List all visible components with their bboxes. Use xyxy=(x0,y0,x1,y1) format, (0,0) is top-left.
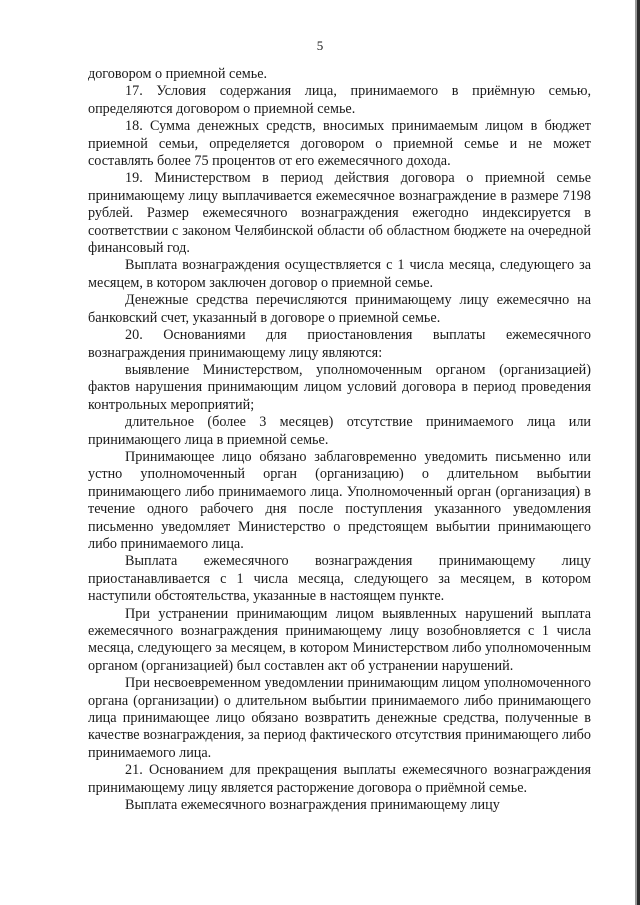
paragraph-item-18: 18. Сумма денежных средств, вносимых принимаемым лицом в бюджет приемной семьи, определяется договором о приемной семье и не может составлять более 75 процентов от его ежемесячного дохода. xyxy=(88,118,591,170)
paragraph-item-21: 21. Основанием для прекращения выплаты ежемесячного вознаграждения принимающему лицу является расторжение договора о приёмной семье. xyxy=(88,762,591,796)
paragraph-absence: длительное (более 3 месяцев) отсутствие принимаемого лица или принимающего лица в приемной семье. xyxy=(88,414,591,448)
paragraph-item-19: 19. Министерством в период действия договора о приемной семье принимающему лицу выплачивается ежемесячное вознаграждение в размере 7198 рублей. Размер ежемесячного вознаграждения ежегодно индексируется в соответствии с законом Челябинской области об областном бюджете на очередной финансовый год. xyxy=(88,170,591,257)
page-number: 5 xyxy=(316,38,324,53)
paragraph-payment-end: Выплата ежемесячного вознаграждения принимающему лицу xyxy=(125,797,500,814)
paragraph-refund: При несвоевременном уведомлении принимающим лицом уполномоченного органа (организации) о длительном выбытии принимаемого либо принимающего лица принимающее лицо обязано возвратить денежные средства, полученные в качестве вознаграждения, за период фактического отсутствия принимающего либо принимаемого лица. xyxy=(88,675,591,761)
paragraph-continuation: договором о приемной семье. xyxy=(88,66,268,82)
paragraph-bank-transfer: Денежные средства перечисляются принимающему лицу ежемесячно на банковский счет, указанный в договоре о приемной семье. xyxy=(88,292,591,326)
paragraph-notification: Принимающее лицо обязано заблаговременно уведомить письменно или устно уполномоченный орган (организацию) о длительном выбытии принимающего либо принимаемого лица. Уполномоченный орган (организация) в течение одного рабочего дня после поступления указанного уведомления письменно уведомляет Министерство о предстоящем выбытии принимающего либо принимаемого лица. xyxy=(88,448,591,552)
document-body xyxy=(88,66,591,814)
paragraph-item-20: 20. Основаниями для приостановления выплаты ежемесячного вознаграждения принимающему лицу являются: xyxy=(88,327,591,361)
paragraph-item-17: 17. Условия содержания лица, принимаемого в приёмную семью, определяются договором о приемной семье. xyxy=(88,83,591,117)
paragraph-payment-start: Выплата вознаграждения осуществляется с 1 числа месяца, следующего за месяцем, в котором заключен договор о приемной семье. xyxy=(88,257,591,291)
paragraph-suspension: Выплата ежемесячного вознаграждения принимающему лицу приостанавливается с 1 числа месяца, следующего за месяцем, в котором наступили обстоятельства, указанные в настоящем пункте. xyxy=(88,553,591,605)
paragraph-violations: выявление Министерством, уполномоченным органом (организацией) фактов нарушения принимающим лицом условий договора в период проведения контрольных мероприятий; xyxy=(88,361,591,413)
paragraph-resumption: При устранении принимающим лицом выявленных нарушений выплата ежемесячного вознаграждения принимающему лицу возобновляется с 1 числа месяца, следующего за месяцем, в котором Министерством либо уполномоченным органом (организацией) был составлен акт об устранении нарушений. xyxy=(88,605,591,674)
